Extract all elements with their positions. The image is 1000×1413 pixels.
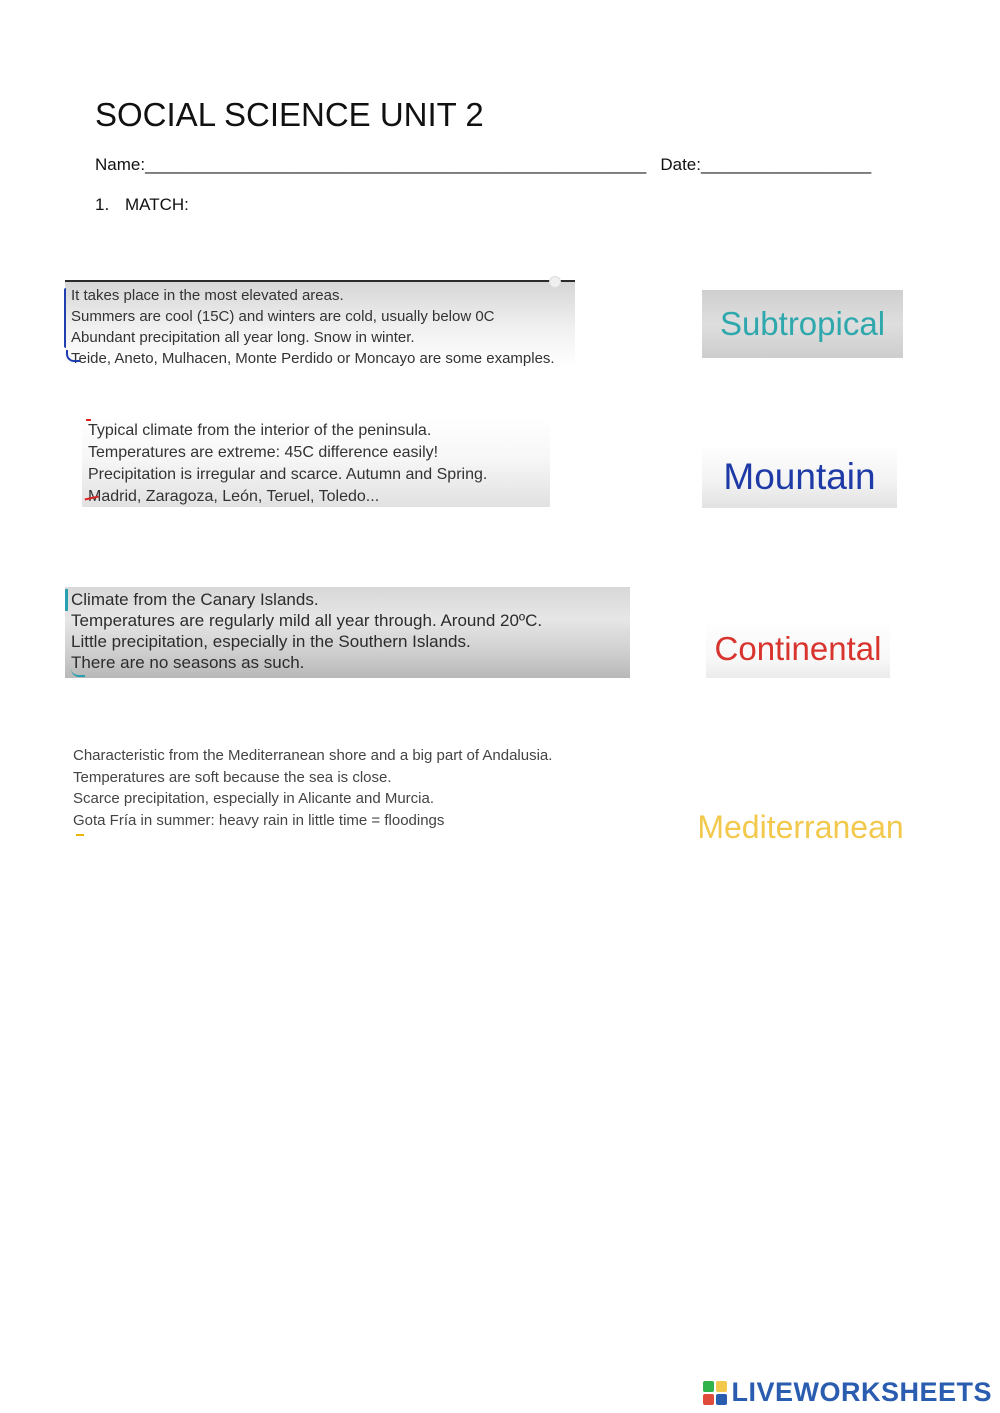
drag-handle-icon [549, 276, 561, 288]
description-card-mediterranean[interactable] [66, 744, 626, 839]
description-line: Precipitation is irregular and scarce. Autumn and Spring. [88, 466, 488, 483]
description-line: Abundant precipitation all year long. Snow in winter. [71, 329, 415, 346]
page-title: SOCIAL SCIENCE UNIT 2 [95, 96, 484, 133]
description-line: Little precipitation, especially in the Southern Islands. [71, 632, 471, 651]
description-line: Summers are cool (15C) and winters are cold, usually below 0C [71, 308, 495, 325]
description-line: Temperatures are regularly mild all year through. Around 20ºC. [71, 611, 543, 630]
date-field[interactable]: Date:__________________ [660, 155, 872, 174]
liveworksheets-logo-icon [703, 1381, 727, 1405]
description-card-mountain[interactable] [65, 280, 575, 368]
description-line: Teide, Aneto, Mulhacen, Monte Perdido or Moncayo are some examples. [71, 350, 555, 367]
liveworksheets-branding [703, 1377, 992, 1408]
term-continental[interactable]: Continental [706, 620, 890, 678]
description-line: It takes place in the most elevated areas. [71, 287, 344, 304]
description-line: Scarce precipitation, especially in Alicante and Murcia. [73, 790, 435, 807]
description-line: There are no seasons as such. [71, 653, 305, 672]
name-field[interactable]: Name:_____________________________________________________ [95, 155, 647, 174]
description-line: Madrid, Zaragoza, León, Teruel, Toledo... [88, 488, 380, 505]
term-subtropical[interactable]: Subtropical [702, 290, 903, 358]
description-line: Gota Fría in summer: heavy rain in little time = floodings [73, 811, 445, 829]
description-line: Climate from the Canary Islands. [71, 590, 319, 609]
description-line: Temperatures are soft because the sea is close. [73, 768, 392, 786]
term-mountain[interactable]: Mountain [702, 445, 897, 508]
description-card-continental[interactable] [82, 417, 550, 507]
question-number: 1. [95, 195, 110, 214]
description-line: Typical climate from the interior of the peninsula. [88, 422, 432, 439]
pen-mark [65, 589, 71, 611]
description-line: Characteristic from the Mediterranean shore and a big part of Andalusia. [73, 747, 553, 764]
question-label: MATCH: [125, 195, 189, 214]
description-line: Temperatures are extreme: 45C difference easily! [88, 444, 439, 461]
pen-mark [71, 667, 85, 677]
pen-mark [64, 288, 69, 348]
pen-mark [86, 419, 91, 424]
pen-mark [66, 350, 80, 362]
question-heading [95, 195, 189, 215]
description-card-subtropical[interactable] [65, 587, 630, 678]
name-date-row [95, 155, 871, 175]
pen-mark [76, 834, 84, 836]
brand-text: LIVEWORKSHEETS [731, 1377, 992, 1407]
term-mediterranean[interactable]: Mediterranean [678, 800, 923, 854]
